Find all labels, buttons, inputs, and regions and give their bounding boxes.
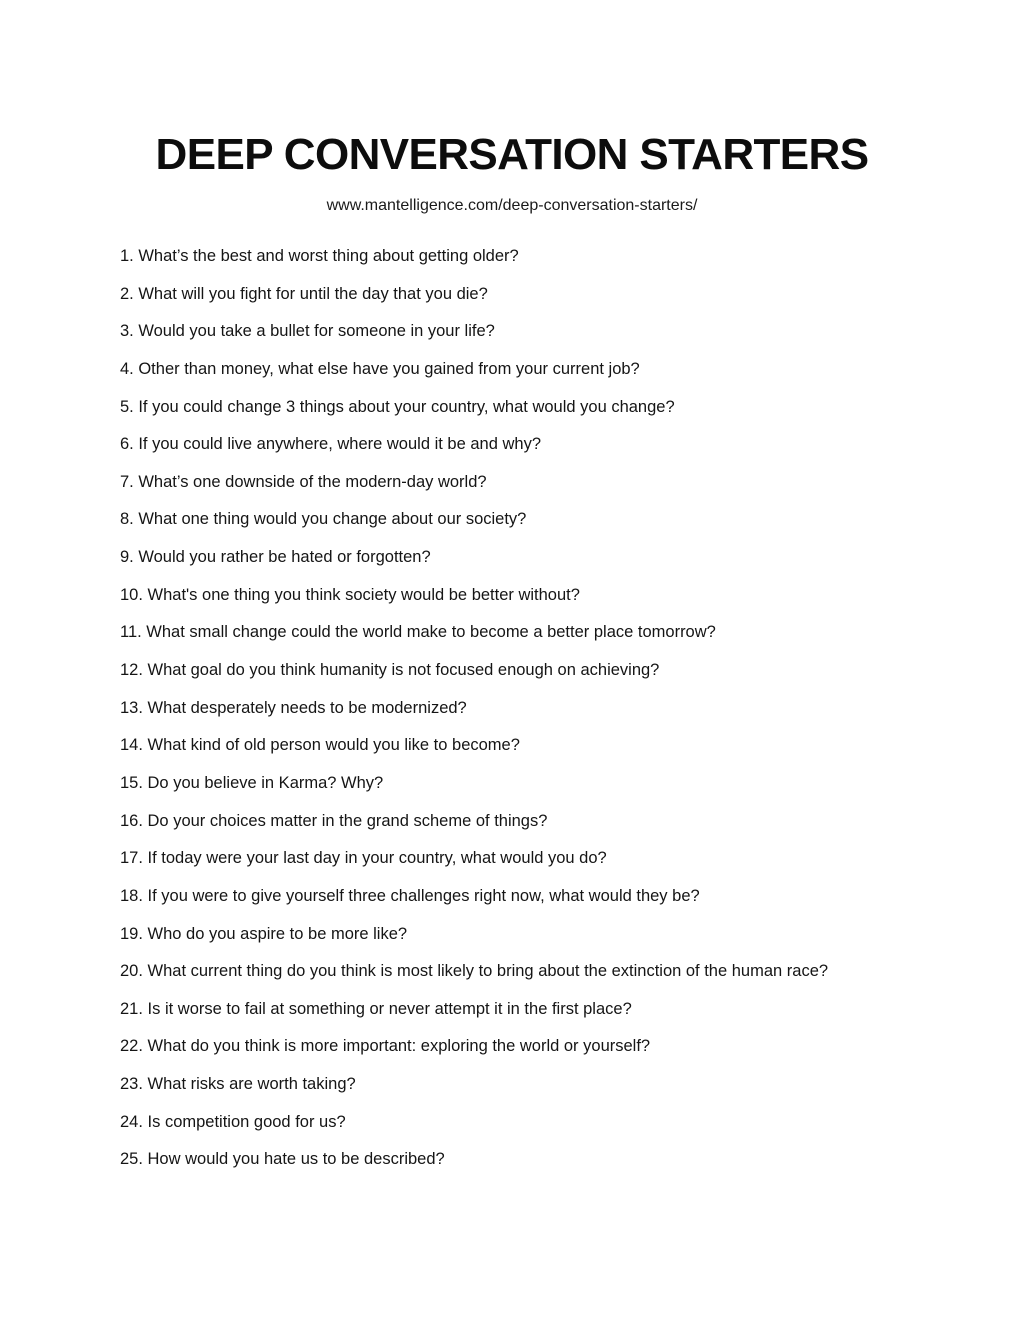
question-item: 2. What will you fight for until the day that you die? bbox=[120, 284, 488, 303]
question-item: 17. If today were your last day in your country, what would you do? bbox=[120, 849, 607, 868]
question-item: 9. Would you rather be hated or forgotten? bbox=[120, 548, 431, 567]
question-item: 18. If you were to give yourself three challenges right now, what would they be? bbox=[120, 886, 700, 905]
question-item: 22. What do you think is more important: exploring the world or yourself? bbox=[120, 1037, 651, 1056]
question-item: 13. What desperately needs to be modernized? bbox=[120, 698, 467, 717]
question-item: 24. Is competition good for us? bbox=[120, 1112, 346, 1131]
question-item: 20. What current thing do you think is most likely to bring about the extinction of the human race? bbox=[120, 962, 829, 981]
question-item: 14. What kind of old person would you like to become? bbox=[120, 736, 520, 755]
question-item: 7. What’s one downside of the modern-day world? bbox=[120, 472, 487, 491]
question-item: 19. Who do you aspire to be more like? bbox=[120, 924, 408, 943]
question-item: 3. Would you take a bullet for someone in your life? bbox=[120, 322, 495, 341]
source-url: www.mantelligence.com/deep-conversation-starters/ bbox=[326, 197, 698, 214]
question-item: 11. What small change could the world make to become a better place tomorrow? bbox=[120, 623, 716, 642]
question-item: 10. What's one thing you think society would be better without? bbox=[120, 585, 580, 604]
question-item: 5. If you could change 3 things about your country, what would you change? bbox=[120, 397, 675, 416]
question-list bbox=[120, 245, 980, 1186]
question-item: 25. How would you hate us to be described? bbox=[120, 1150, 445, 1169]
question-item: 23. What risks are worth taking? bbox=[120, 1075, 356, 1094]
question-item: 1. What’s the best and worst thing about getting older? bbox=[120, 247, 519, 265]
question-item: 8. What one thing would you change about our society? bbox=[120, 510, 527, 529]
question-item: 6. If you could live anywhere, where would it be and why? bbox=[120, 435, 541, 454]
question-item: 15. Do you believe in Karma? Why? bbox=[120, 773, 384, 792]
page-title: DEEP CONVERSATION STARTERS bbox=[155, 130, 869, 179]
question-item: 21. Is it worse to fail at something or never attempt it in the first place? bbox=[120, 999, 632, 1018]
question-item: 4. Other than money, what else have you gained from your current job? bbox=[120, 359, 640, 378]
question-item: 12. What goal do you think humanity is not focused enough on achieving? bbox=[120, 661, 660, 680]
question-item: 16. Do your choices matter in the grand scheme of things? bbox=[120, 811, 548, 830]
